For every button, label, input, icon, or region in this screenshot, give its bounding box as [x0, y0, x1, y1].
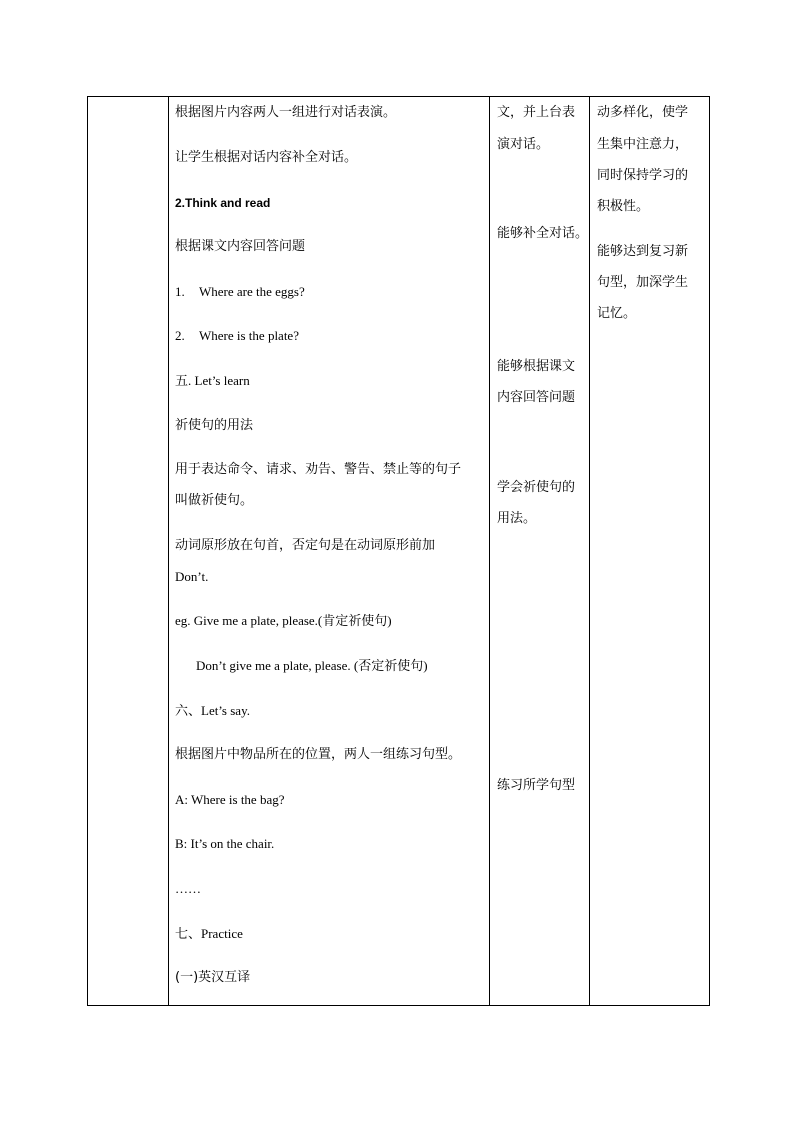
design-intent-cell	[590, 97, 710, 1006]
intent-line: 动多样化，使学	[597, 105, 689, 120]
ellipsis: ……	[175, 881, 201, 896]
content-line: (一)英汉互译	[175, 970, 251, 985]
dialogue-line: A: Where is the bag?	[175, 792, 285, 807]
dialogue-line: B: It’s on the chair.	[175, 836, 275, 851]
content-line: Don’t.	[175, 569, 209, 584]
content-line: 根据图片中物品所在的位置，两人一组练习句型。	[175, 747, 462, 762]
content-line: 叫做祈使句。	[175, 493, 254, 508]
intent-line: 同时保持学习的	[597, 168, 689, 183]
content-line: 动词原形放在句首，否定句是在动词原形前加	[175, 538, 436, 553]
list-item	[175, 284, 305, 300]
table-row	[88, 97, 710, 1006]
content-line: 根据课文内容回答问题	[175, 239, 306, 254]
student-line: 文，并上台表	[497, 105, 576, 120]
intent-line: 生集中注意力，	[597, 137, 689, 152]
list-number: 2.	[175, 328, 185, 343]
student-line: 用法。	[497, 511, 537, 526]
question-text: Where is the plate?	[199, 328, 299, 343]
intent-line: 记忆。	[597, 306, 637, 321]
intent-line: 积极性。	[597, 199, 650, 214]
example-line: Don’t give me a plate, please. (否定祈使句)	[196, 658, 428, 673]
student-line: 能够根据课文	[497, 359, 576, 374]
intent-line: 句型，加深学生	[597, 275, 689, 290]
student-line: 练习所学句型	[497, 778, 576, 793]
section-heading: 五. Let’s learn	[175, 373, 250, 388]
section-heading: 六、Let’s say.	[175, 703, 250, 718]
content-line: 祈使句的用法	[175, 418, 254, 433]
teaching-content-cell	[169, 97, 490, 1006]
question-text: Where are the eggs?	[199, 284, 305, 299]
example-line: eg. Give me a plate, please.(肯定祈使句)	[175, 613, 392, 628]
stage-column-cell	[88, 97, 169, 1006]
student-line: 演对话。	[497, 137, 550, 152]
student-line: 内容回答问题	[497, 390, 576, 405]
list-item	[175, 328, 299, 344]
content-line: 根据图片内容两人一组进行对话表演。	[175, 105, 397, 120]
student-activity-cell	[490, 97, 590, 1006]
section-heading: 七、Practice	[175, 926, 243, 941]
section-heading: 2.Think and read	[175, 196, 271, 210]
lesson-plan-table	[87, 96, 710, 1006]
student-line: 学会祈使句的	[497, 480, 576, 495]
content-line: 用于表达命令、请求、劝告、警告、禁止等的句子	[175, 462, 462, 477]
student-line: 能够补全对话。	[497, 226, 589, 241]
content-line: 让学生根据对话内容补全对话。	[175, 150, 358, 165]
list-number: 1.	[175, 284, 185, 299]
intent-line: 能够达到复习新	[597, 244, 689, 259]
